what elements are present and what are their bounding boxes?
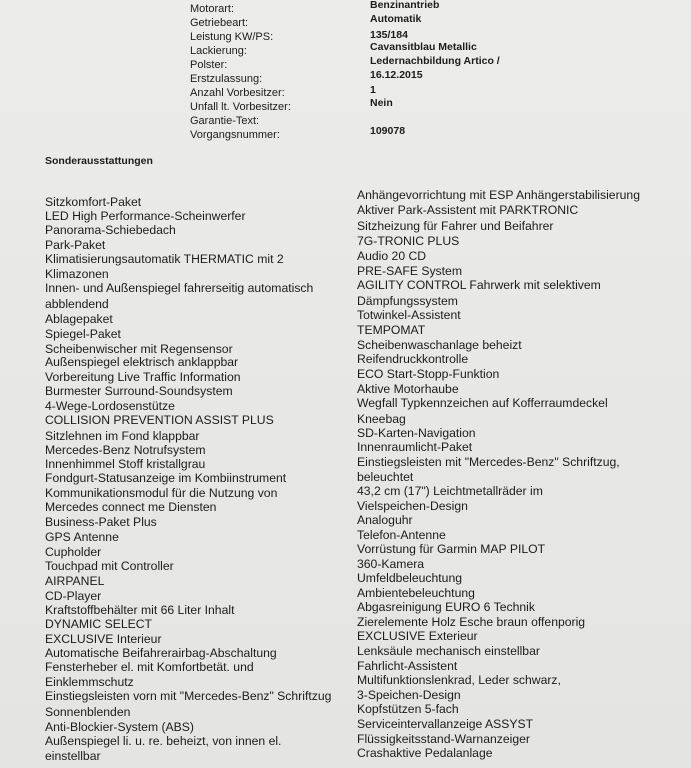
equipment-item-right: Wegfall Typkennzeichen auf Kofferraumdeckel — [357, 396, 608, 410]
equipment-item-right: 360-Kamera — [357, 557, 425, 571]
equipment-item-left: Park-Paket — [45, 238, 106, 252]
equipment-item-left: Außenspiegel li. u. re. beheizt, von innen el. — [45, 734, 282, 748]
equipment-item-right: Anhängevorrichtung mit ESP Anhängerstabilisierung — [357, 188, 640, 202]
vehicle-field-label: Lackierung: — [190, 45, 247, 57]
equipment-item-left: EXCLUSIVE Interieur — [45, 632, 162, 646]
equipment-item-left: Sitzkomfort-Paket — [45, 195, 142, 209]
equipment-item-left: Mercedes connect me Diensten — [45, 500, 217, 514]
equipment-item-left: Klimazonen — [45, 267, 109, 281]
vehicle-field-label: Vorgangsnummer: — [190, 129, 280, 141]
vehicle-field-value: Ledernachbildung Artico / — [370, 55, 500, 67]
equipment-item-right: Aktiver Park-Assistent mit PARKTRONIC — [357, 203, 579, 217]
vehicle-field-value: 16.12.2015 — [370, 69, 423, 81]
vehicle-field-value: Nein — [370, 97, 393, 109]
equipment-item-right: Kneebag — [357, 412, 406, 426]
equipment-item-left: Cupholder — [45, 545, 102, 559]
equipment-item-right: Flüssigkeitsstand-Warnanzeiger — [357, 732, 530, 746]
equipment-item-left: 4-Wege-Lordosenstütze — [45, 399, 175, 413]
equipment-item-right: Scheibenwaschanlage beheizt — [357, 338, 522, 352]
equipment-item-right: Abgasreinigung EURO 6 Technik — [357, 600, 535, 614]
equipment-item-right: 43,2 cm (17") Leichtmetallräder im — [357, 484, 543, 498]
equipment-item-left: Innen- und Außenspiegel fahrerseitig automatisch — [45, 281, 314, 295]
vehicle-field-label: Leistung KW/PS: — [190, 31, 274, 43]
vehicle-field-value: 1 — [370, 84, 376, 96]
equipment-item-left: Einstiegsleisten vorn mit "Mercedes-Benz" Schriftzug — [45, 689, 332, 703]
vehicle-field-label: Garantie-Text: — [190, 115, 260, 127]
equipment-item-left: GPS Antenne — [45, 530, 119, 544]
equipment-item-right: PRE-SAFE System — [357, 264, 462, 278]
equipment-item-right: TEMPOMAT — [357, 323, 426, 337]
equipment-item-right: Kopfstützen 5-fach — [357, 702, 459, 716]
equipment-item-right: Dämpfungssystem — [357, 294, 458, 308]
equipment-item-right: Audio 20 CD — [357, 249, 427, 263]
vehicle-field-value: 135/184 — [370, 29, 408, 41]
vehicle-field-value: Benzinantrieb — [370, 0, 440, 11]
equipment-item-right: Einstiegsleisten mit "Mercedes-Benz" Schriftzug, — [357, 455, 620, 469]
vehicle-field-label: Polster: — [190, 59, 228, 71]
equipment-item-right: Analoguhr — [357, 513, 413, 527]
equipment-item-right: ECO Start-Stopp-Funktion — [357, 367, 500, 381]
equipment-item-left: Panorama-Schiebedach — [45, 223, 176, 237]
equipment-item-left: Business-Paket Plus — [45, 515, 157, 529]
equipment-item-left: Außenspiegel elektrisch anklappbar — [45, 355, 239, 369]
equipment-item-left: Mercedes-Benz Notrufsystem — [45, 443, 206, 457]
equipment-item-left: AIRPANEL — [45, 574, 105, 588]
equipment-item-left: Innenhimmel Stoff kristallgrau — [45, 457, 206, 471]
vehicle-field-label: Erstzulassung: — [190, 73, 263, 85]
equipment-item-right: Aktive Motorhaube — [357, 382, 459, 396]
equipment-item-right: Reifendruckkontrolle — [357, 352, 469, 366]
equipment-item-left: DYNAMIC SELECT — [45, 617, 152, 631]
equipment-item-left: Kraftstoffbehälter mit 66 Liter Inhalt — [45, 603, 235, 617]
equipment-item-right: EXCLUSIVE Exterieur — [357, 629, 478, 643]
equipment-item-left: abblendend — [45, 297, 109, 311]
equipment-item-left: Einklemmschutz — [45, 675, 134, 689]
vehicle-field-label: Motorart: — [190, 3, 235, 15]
vehicle-field-label: Getriebeart: — [190, 17, 249, 29]
equipment-item-left: Fensterheber el. mit Komfortbetät. und — [45, 660, 254, 674]
equipment-item-right: 7G-TRONIC PLUS — [357, 234, 460, 248]
equipment-item-left: Anti-Blockier-System (ABS) — [45, 720, 194, 734]
equipment-item-right: Zierelemente Holz Esche braun offenporig — [357, 615, 586, 629]
vehicle-field-value: 109078 — [370, 125, 406, 137]
equipment-item-right: Sitzheizung für Fahrer und Beifahrer — [357, 219, 554, 233]
section-heading-special-equipment: Sonderausstattungen — [45, 155, 153, 167]
vehicle-field-label: Unfall lt. Vorbesitzer: — [190, 101, 291, 113]
vehicle-field-value: Automatik — [370, 13, 422, 25]
equipment-item-left: Automatische Beifahrerairbag-Abschaltung — [45, 646, 277, 660]
equipment-item-left: Sonnenblenden — [45, 705, 131, 719]
equipment-item-right: Umfeldbeleuchtung — [357, 571, 463, 585]
equipment-item-left: Vorbereitung Live Traffic Information — [45, 370, 241, 384]
equipment-item-left: Klimatisierungsautomatik THERMATIC mit 2 — [45, 252, 284, 266]
equipment-item-left: CD-Player — [45, 589, 102, 603]
equipment-item-right: Multifunktionslenkrad, Leder schwarz, — [357, 673, 561, 687]
equipment-item-left: einstellbar — [45, 749, 101, 763]
equipment-item-left: Ablagepaket — [45, 312, 113, 326]
equipment-item-right: AGILITY CONTROL Fahrwerk mit selektivem — [357, 278, 601, 292]
vehicle-field-value: Cavansitblau Metallic — [370, 41, 477, 53]
equipment-item-right: Ambientebeleuchtung — [357, 586, 475, 600]
equipment-item-right: Fahrlicht-Assistent — [357, 659, 458, 673]
equipment-item-right: beleuchtet — [357, 470, 414, 484]
equipment-item-left: Sitzlehnen im Fond klappbar — [45, 429, 200, 443]
equipment-item-left: Kommunikationsmodul für die Nutzung von — [45, 486, 278, 500]
equipment-item-right: Serviceintervallanzeige ASSYST — [357, 717, 534, 731]
equipment-item-right: Telefon-Antenne — [357, 528, 446, 542]
equipment-item-left: Fondgurt-Statusanzeige im Kombiinstrument — [45, 471, 287, 485]
equipment-item-right: Vielspeichen-Design — [357, 499, 468, 513]
equipment-item-left: Spiegel-Paket — [45, 327, 121, 341]
equipment-item-right: SD-Karten-Navigation — [357, 426, 476, 440]
equipment-item-right: Innenraumlicht-Paket — [357, 440, 473, 454]
equipment-item-left: Burmester Surround-Soundsystem — [45, 384, 233, 398]
equipment-item-right: 3-Speichen-Design — [357, 688, 461, 702]
equipment-item-left: Touchpad mit Controller — [45, 559, 174, 573]
equipment-item-left: LED High Performance-Scheinwerfer — [45, 209, 246, 223]
equipment-item-right: Crashaktive Pedalanlage — [357, 746, 493, 760]
equipment-item-right: Totwinkel-Assistent — [357, 308, 461, 322]
equipment-item-left: COLLISION PREVENTION ASSIST PLUS — [45, 413, 274, 427]
vehicle-field-label: Anzahl Vorbesitzer: — [190, 87, 285, 99]
equipment-item-right: Vorrüstung für Garmin MAP PILOT — [357, 542, 546, 556]
equipment-item-right: Lenksäule mechanisch einstellbar — [357, 644, 540, 658]
equipment-item-left: Scheibenwischer mit Regensensor — [45, 342, 233, 356]
